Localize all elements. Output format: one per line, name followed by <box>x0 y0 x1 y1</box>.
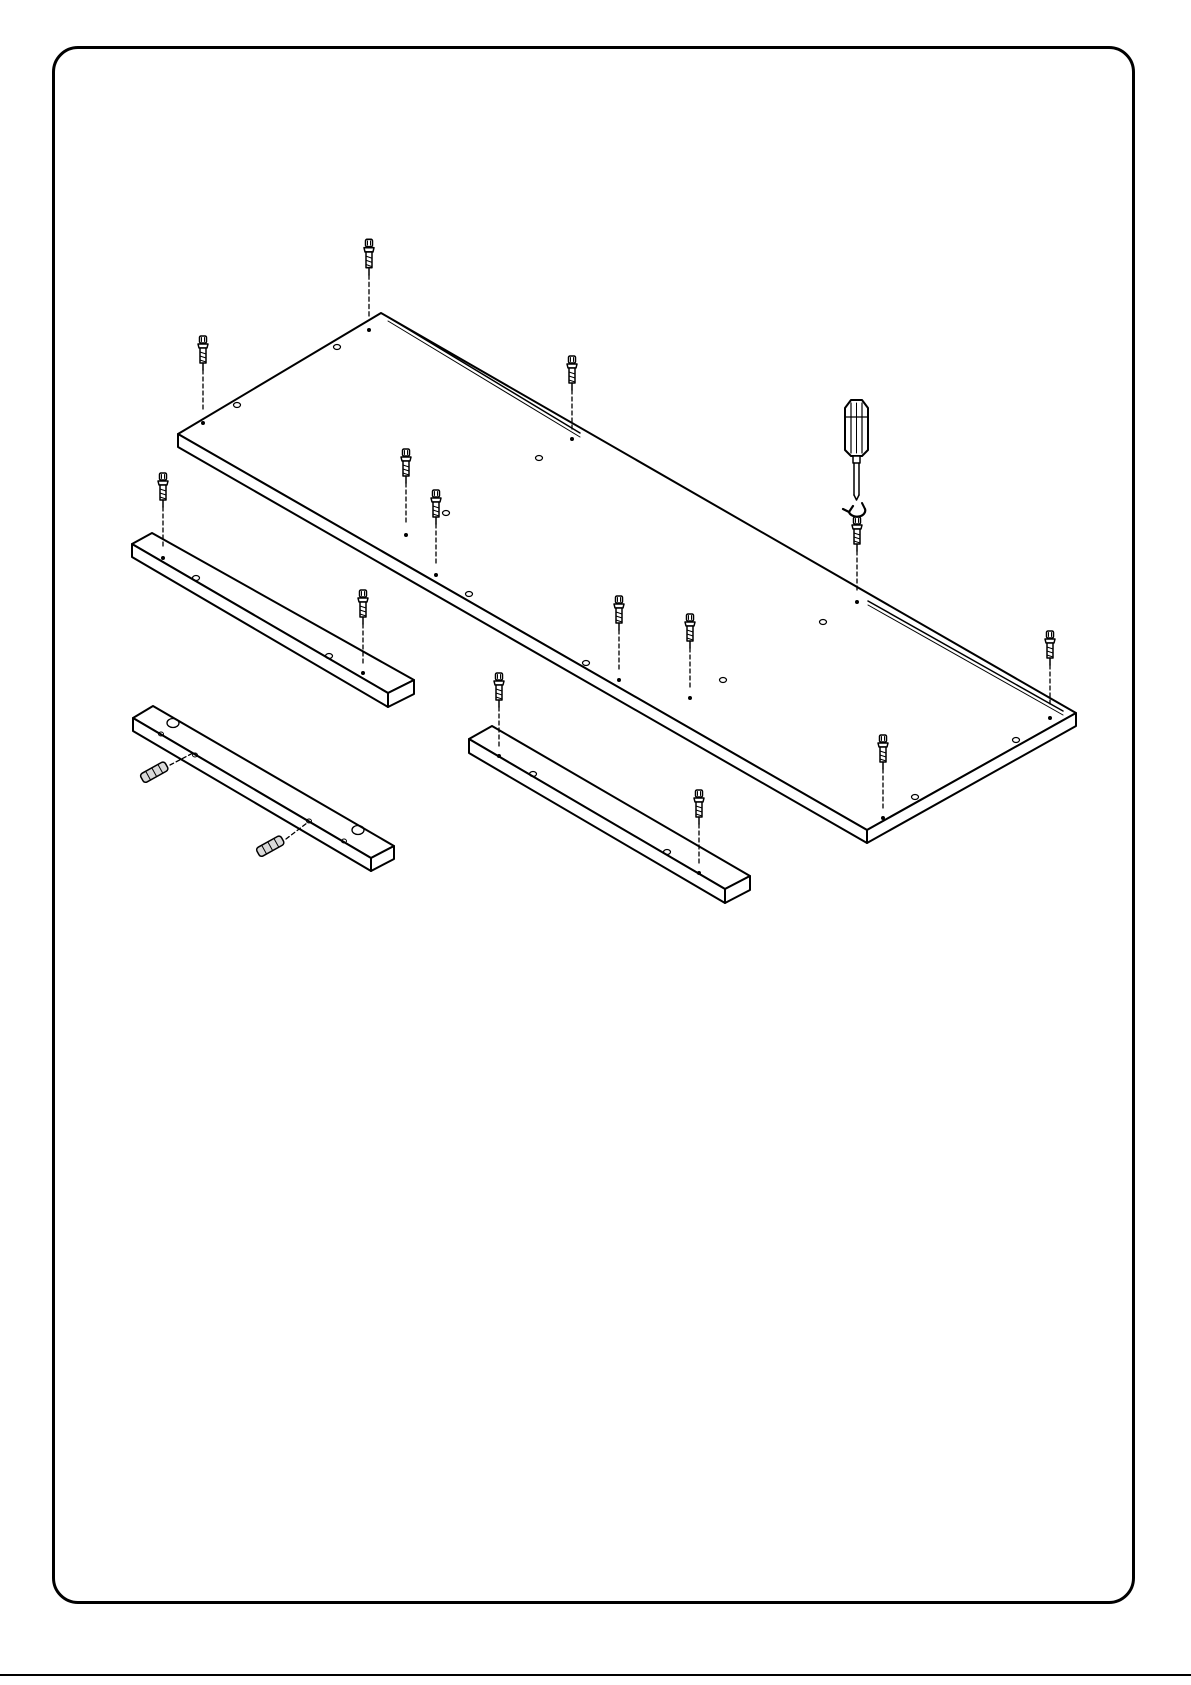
large-panel <box>178 313 1076 843</box>
clockwise-rotate-icon <box>843 503 865 517</box>
screwdriver-icon <box>845 400 868 500</box>
footer-rule <box>0 1674 1191 1676</box>
dowel <box>256 823 307 857</box>
cam-bolt <box>198 336 208 425</box>
dowel <box>140 753 193 783</box>
